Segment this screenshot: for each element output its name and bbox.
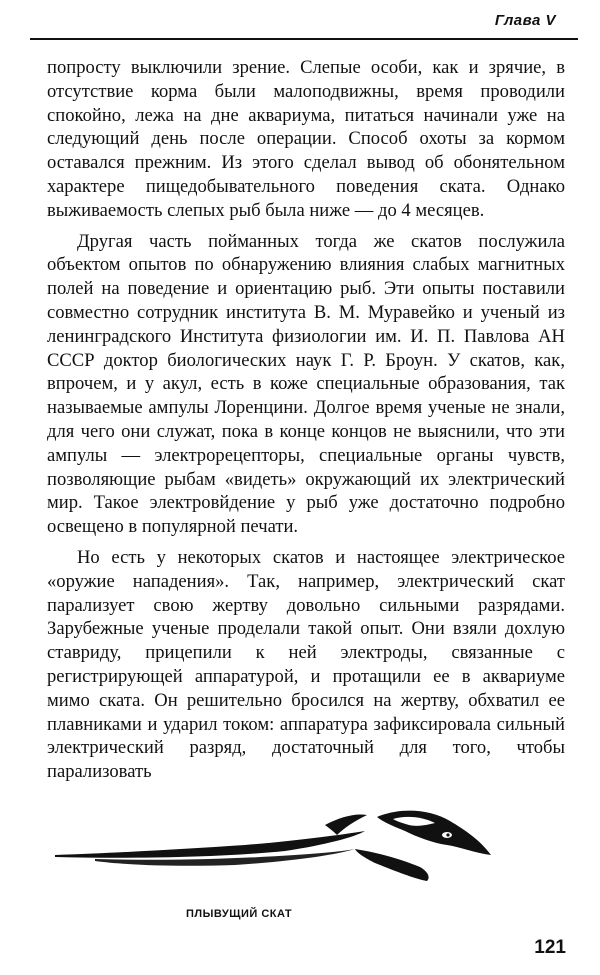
header-rule [30, 38, 578, 40]
paragraph-1: попросту выключили зрение. Слепые особи, как и зрячие, в отсутствие корма были малоподвижны, время проводили спокойно, лежа на дне аквариума, питаться начинали уже на следующий день после операции. Способ охоты за кормом оставался прежним. Из этого сделал вывод об обонятельном характере пищедобывательного поведения ската. Однако выживаемость слепых рыб была ниже — до 4 месяцев. [47, 57, 565, 221]
page-number: 121 [534, 937, 566, 958]
ray-head [377, 811, 491, 855]
ray-pupil [446, 833, 449, 836]
swimming-ray-illustration [55, 795, 495, 895]
body-text [47, 56, 565, 791]
paragraph-3: Но есть у некоторых скатов и настоящее электрическое «оружие нападения». Так, например, электрический скат парализует свою жертву довольно сильными разрядами. Зарубежные ученые проделали такой опыт. Они взяли дохлую ставриду, прицепили к ней электроды, связанные с регистрирующей аппаратурой, и протащили ее в аквариуме мимо ската. Он решительно бросился на жертву, обхватил ее плавниками и ударил током: аппаратура зафиксировала сильный электрический разряд, достаточный для того, чтобы парализовать [47, 546, 565, 783]
figure-caption: ПЛЫВУЩИЙ СКАТ [186, 908, 293, 920]
ray-pectoral-fin [355, 849, 429, 881]
paragraph-2: Другая часть пойманных тогда же скатов послужила объектом опытов по обнаружению влияния слабых магнитных полей на поведение и ориентацию рыб. Эти опыты поставили совместно сотрудник института В. М. Муравейко и ученый из ленинградского Института физиологии им. И. П. Павлова АН СССР доктор биологических наук Г. Р. Броун. У скатов, как, впрочем, и у акул, есть в коже специальные образования, так называемые ампулы Лоренцини. Долгое время ученые не знали, для чего они служат, пока в конце концов не выяснили, что эти ампулы — электрорецепторы, специальные органы чувств, позволяющие рыбам «видеть» окружающий их электрический мир. Такое электровйдение у рыб уже достаточно подробно освещено в популярной печати. [47, 230, 565, 538]
running-head: Глава V [494, 12, 556, 29]
